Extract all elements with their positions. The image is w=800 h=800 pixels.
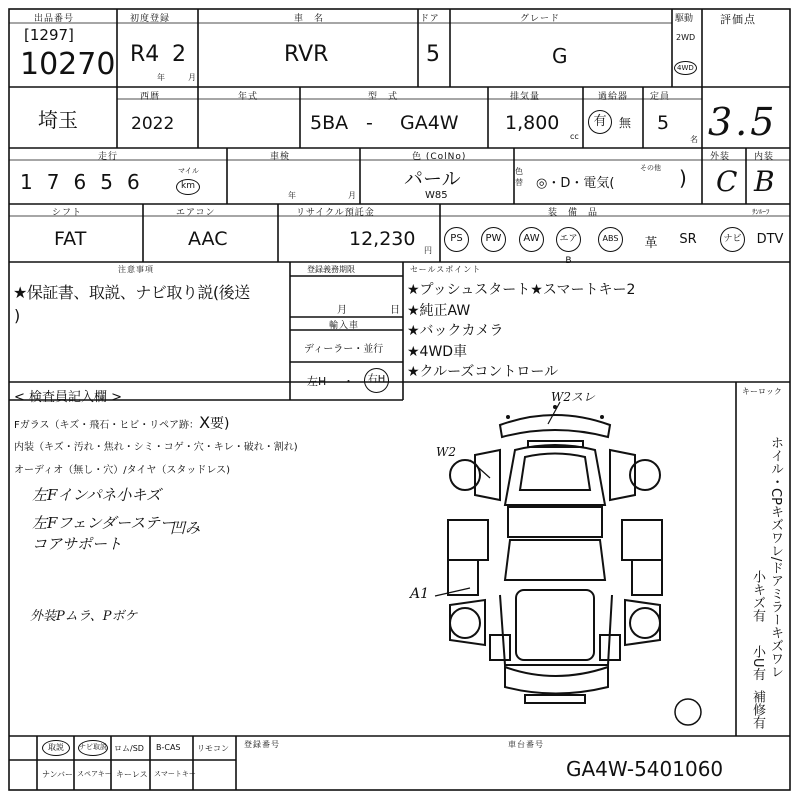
sales-point: ★純正AW bbox=[407, 302, 471, 319]
displacement: 1,800 bbox=[505, 112, 560, 134]
chassis-number: GA4W-5401060 bbox=[566, 757, 724, 781]
region: 埼玉 bbox=[38, 108, 78, 132]
footer-item-navi-manual: ナビ取説 bbox=[78, 740, 108, 756]
key-lock-label: キーロック bbox=[742, 387, 782, 396]
audio-line: オーディオ（無し・穴）/タイヤ（スタッドレス) bbox=[14, 465, 230, 476]
sunroof-label: ｻﾝﾙｰﾌ bbox=[752, 208, 770, 216]
equip-navi: ナビ bbox=[720, 227, 745, 252]
door-label: ドア bbox=[420, 14, 440, 24]
footer-item-manual: 取説 bbox=[42, 740, 70, 756]
cc-unit: cc bbox=[570, 132, 579, 141]
year-label: 西暦 bbox=[140, 92, 161, 102]
inspection-year-unit: 年 bbox=[288, 191, 296, 200]
equip-abs: ABS bbox=[598, 227, 623, 252]
year-unit: 年 bbox=[157, 73, 165, 82]
door-count: 5 bbox=[426, 42, 440, 67]
mileage-digit: 7 bbox=[46, 170, 74, 194]
diagram-mark: W2 bbox=[436, 445, 456, 459]
drive-label: 駆動 bbox=[675, 14, 694, 24]
lot-label: 出品番号 bbox=[34, 14, 75, 24]
mileage-digit: 5 bbox=[100, 170, 127, 194]
caution-text-close: ) bbox=[14, 306, 21, 325]
sales-point: ★プッシュスタート★スマートキー2 bbox=[407, 282, 636, 298]
footer-item-plate: ナンバー bbox=[42, 770, 74, 779]
mileage-unit-km-circled: km bbox=[176, 179, 200, 195]
side-note: 小U有 bbox=[750, 645, 765, 681]
exterior-grade: C bbox=[716, 165, 738, 198]
air-conditioner: AAC bbox=[188, 228, 228, 250]
equip-sunroof: SR bbox=[679, 232, 697, 247]
equipment-label: 装 備 品 bbox=[548, 208, 599, 218]
registration-label: 登録義務期限 bbox=[307, 265, 355, 274]
lot-number: 10270 bbox=[20, 47, 116, 82]
mileage-digit: 6 bbox=[126, 170, 154, 194]
footer-item-bcas: B-CAS bbox=[156, 743, 181, 752]
turbo-label: 過給器 bbox=[598, 92, 629, 102]
equip-ps: PS bbox=[444, 227, 469, 252]
equip-dtv: DTV bbox=[756, 232, 784, 247]
drive-4wd-circled: 4WD bbox=[674, 61, 697, 75]
handle-dot: ・ bbox=[343, 375, 354, 388]
dealer-parallel: ディーラー・並行 bbox=[304, 344, 384, 355]
model-code: GA4W bbox=[400, 112, 459, 134]
turbo-yes-circled: 有 bbox=[588, 110, 612, 134]
mileage-label: 走行 bbox=[98, 152, 119, 162]
color-label: 色 (ColNo) bbox=[412, 152, 467, 162]
model-dash: - bbox=[366, 112, 373, 134]
inspection-title: < 検査員記入欄 > bbox=[14, 390, 123, 405]
ac-label: エアコン bbox=[176, 208, 216, 218]
registration-day: 日 bbox=[390, 305, 400, 316]
handwritten-note: 左Fフェンダーステー bbox=[32, 514, 176, 532]
first-reg-era: R4 bbox=[130, 42, 160, 67]
diagram-mark: A1 bbox=[410, 586, 430, 602]
footer-item-remote: リモコン bbox=[197, 744, 229, 753]
model-label: 型 式 bbox=[368, 92, 399, 102]
handwritten-note: 外装Pムラ、Pボケ bbox=[30, 609, 138, 624]
shift-label: シフト bbox=[52, 208, 83, 218]
footer-item-rom-sd: ロム/SD bbox=[114, 744, 144, 753]
equip-pw: PW bbox=[481, 227, 506, 252]
drive-2wd: 2WD bbox=[676, 33, 696, 42]
inspection-label: 車検 bbox=[270, 152, 291, 162]
footer-item-spare-key: スペアキー bbox=[77, 770, 112, 778]
displacement-label: 排気量 bbox=[510, 92, 541, 102]
turbo-no: 無 bbox=[619, 116, 632, 130]
blank-circle-mark bbox=[675, 699, 701, 725]
equip-aw: AW bbox=[519, 227, 544, 252]
interior-label: 内装 bbox=[754, 152, 775, 162]
equip-airbag: エアB bbox=[556, 227, 581, 252]
chassis-label: 車台番号 bbox=[508, 740, 544, 749]
side-note: ホイル・CPキズワレ/ドアミラーキズワレ bbox=[768, 436, 783, 679]
side-note: 補修有 bbox=[750, 690, 765, 729]
caution-label: 注意事項 bbox=[118, 265, 154, 274]
footer-item-smart-key: スマートキー bbox=[154, 770, 196, 778]
caution-text: ★保証書、取説、ナビ取り説(後送 bbox=[13, 283, 250, 302]
handle-left: 左H bbox=[307, 375, 327, 388]
first-reg-label: 初度登録 bbox=[130, 14, 171, 24]
mileage-digit: 1 bbox=[20, 170, 47, 194]
equip-leather: 革 bbox=[644, 236, 658, 251]
registration-month: 月 bbox=[337, 305, 347, 316]
other-label: その他 bbox=[640, 164, 661, 172]
import-label: 輸入車 bbox=[329, 321, 360, 331]
score-label: 評価点 bbox=[720, 13, 756, 26]
handwritten-note: 左Fインパネ小キズ bbox=[32, 486, 162, 504]
color-paren-close: ) bbox=[679, 166, 687, 190]
grade-label: グレード bbox=[520, 14, 561, 24]
sales-point: ★バックカメラ bbox=[407, 323, 504, 339]
interior-grade: B bbox=[754, 165, 775, 198]
capacity-label: 定員 bbox=[650, 92, 671, 102]
car-name-label: 車 名 bbox=[294, 14, 325, 24]
footer-item-keyless: キーレス bbox=[116, 770, 148, 779]
yen-unit: 円 bbox=[424, 246, 432, 255]
glass-suffix: 要) bbox=[210, 416, 230, 432]
color-no: W85 bbox=[425, 190, 448, 201]
sales-point: ★クルーズコントロール bbox=[407, 364, 559, 380]
first-reg-month: 2 bbox=[172, 42, 186, 67]
mileage-unit-mile: マイル bbox=[178, 167, 199, 175]
model-prefix: 5BA bbox=[310, 112, 349, 134]
shift: FAT bbox=[54, 228, 87, 250]
grade: G bbox=[552, 44, 568, 68]
reg-number-label: 登録番号 bbox=[244, 740, 280, 749]
handwritten-note: コアサポート bbox=[32, 535, 123, 553]
mileage-digit: 6 bbox=[73, 170, 101, 194]
interior-line: 内装（キズ・汚れ・焦れ・シミ・コゲ・穴・キレ・破れ・割れ) bbox=[14, 442, 298, 453]
capacity: 5 bbox=[657, 112, 670, 134]
sales-label: セールスポイント bbox=[410, 265, 482, 274]
glass-mark: X bbox=[199, 413, 211, 432]
score: 3.5 bbox=[708, 100, 778, 144]
lot-code: [1297] bbox=[24, 26, 74, 44]
sales-point: ★4WD車 bbox=[407, 343, 468, 360]
handle-right-circled: 右H bbox=[364, 368, 389, 393]
person-unit: 名 bbox=[690, 135, 698, 144]
color-change-label: 色替 bbox=[515, 167, 523, 187]
handwritten-note: 凹み bbox=[170, 519, 201, 537]
history-label: 年式 bbox=[238, 92, 259, 102]
color: パール bbox=[404, 168, 461, 190]
inspection-month-unit: 月 bbox=[348, 191, 356, 200]
diagram-mark: W2スレ bbox=[551, 390, 595, 404]
recycle-fee: 12,230 bbox=[349, 228, 416, 250]
exterior-label: 外装 bbox=[710, 152, 731, 162]
recycle-label: リサイクル預託金 bbox=[296, 208, 375, 218]
month-unit: 月 bbox=[188, 73, 196, 82]
color-options: ◎・D・電気( bbox=[536, 176, 615, 191]
model-year: 2022 bbox=[131, 114, 175, 134]
car-name: RVR bbox=[284, 42, 329, 67]
glass-line-prefix: Fガラス（キズ・飛石・ヒビ・リペア跡： bbox=[14, 420, 200, 431]
side-note: 小キズ有 bbox=[750, 570, 765, 622]
